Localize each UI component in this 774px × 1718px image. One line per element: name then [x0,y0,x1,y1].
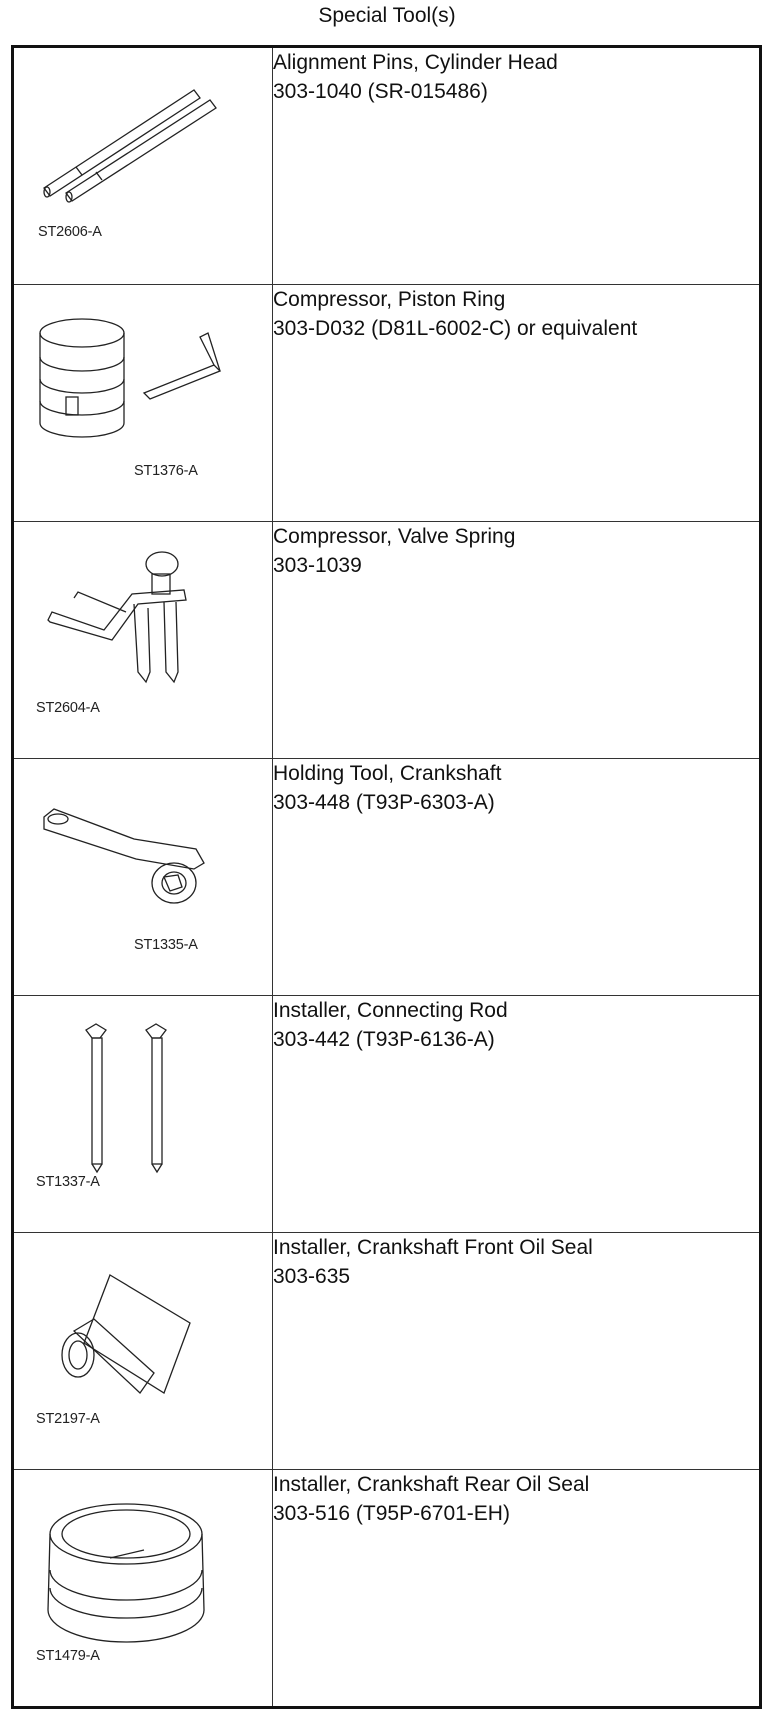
tool-row [13,759,761,996]
tool-row [13,47,761,285]
tool-illustration-cell [13,1470,273,1708]
tool-illustration-cell [13,759,273,996]
tool-illustration-cell [13,47,273,285]
connecting-rod-installer-icon [14,996,272,1232]
tool-row [13,285,761,522]
tool-description [273,285,761,522]
tool-row [13,1470,761,1708]
tool-name: Installer, Crankshaft Rear Oil Seal [273,1473,590,1496]
tool-description [273,522,761,759]
valve-spring-compressor-icon [14,522,272,758]
tool-number: 303-1040 (SR-015486) [273,80,488,103]
tool-description [273,996,761,1233]
tool-code: ST2606-A [38,224,102,240]
tool-code: ST1479-A [36,1648,100,1664]
tool-illustration-cell [13,996,273,1233]
tool-description [273,1470,761,1708]
tool-number: 303-516 (T95P-6701-EH) [273,1502,510,1525]
tool-code: ST1335-A [134,937,198,953]
special-tools-table [11,45,762,1709]
alignment-pins-icon [14,48,272,284]
tool-description [273,1233,761,1470]
tool-name: Compressor, Piston Ring [273,288,506,311]
tool-code: ST1376-A [134,463,198,479]
tool-name: Holding Tool, Crankshaft [273,762,502,785]
tool-number: 303-442 (T93P-6136-A) [273,1028,495,1051]
rear-oil-seal-installer-icon [14,1470,272,1706]
tool-row [13,996,761,1233]
crankshaft-holding-tool-icon [14,759,272,995]
tool-name: Alignment Pins, Cylinder Head [273,51,558,74]
tool-illustration-cell [13,285,273,522]
tool-name: Compressor, Valve Spring [273,525,516,548]
tool-description [273,759,761,996]
page-title: Special Tool(s) [318,4,456,27]
tool-name: Installer, Connecting Rod [273,999,508,1022]
tool-number: 303-635 [273,1265,351,1288]
tool-number: 303-1039 [273,554,362,577]
tool-row [13,522,761,759]
front-oil-seal-installer-icon [14,1233,272,1469]
tool-illustration-cell [13,522,273,759]
tool-number: 303-D032 (D81L-6002-C) or equivalent [273,317,638,340]
tool-code: ST2197-A [36,1411,100,1427]
tool-name: Installer, Crankshaft Front Oil Seal [273,1236,593,1259]
tool-number: 303-448 (T93P-6303-A) [273,791,495,814]
tool-row [13,1233,761,1470]
tool-code: ST2604-A [36,700,100,716]
tool-illustration-cell [13,1233,273,1470]
piston-ring-compressor-icon [14,285,272,521]
tool-code: ST1337-A [36,1174,100,1190]
tool-description [273,47,761,285]
